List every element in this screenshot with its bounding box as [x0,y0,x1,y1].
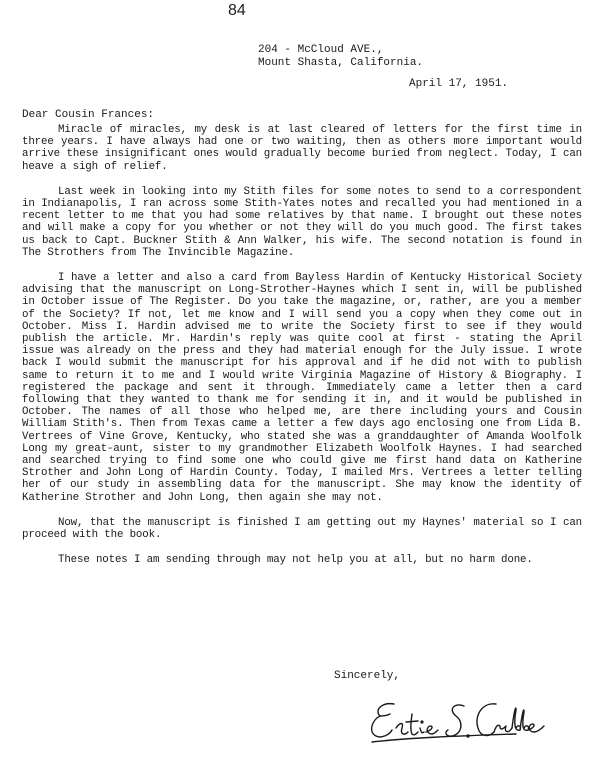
salutation: Dear Cousin Frances: [22,109,155,121]
letter-date: April 17, 1951. [409,78,509,90]
signature-drawing [366,692,546,754]
address-line-1: 204 - McCloud AVE., [258,44,384,56]
address-line-2: Mount Shasta, California. [258,57,424,69]
paragraph-4: Now, that the manuscript is finished I am getting out my Haynes' material so I can proceed with the book. [22,516,582,542]
return-address [258,44,423,70]
paragraph-3: I have a letter and also a card from Bayless Hardin of Kentucky Historical Society advising that the manuscript on Long-Strother-Haynes which I sent in, will be published in October issue of The Register. Do you take the magazine, or, rather, are you a member of the Society? If not, let me know and I will send you a copy when they come out in October. Miss I. Hardin advised me to write the Society first to see if they would publish the article. Mr. Hardin's reply was quite cool at first - stating the April issue was already on the press and they had material enough for the July issue. I wrote back I would submit the manuscript for his approval and if he did not with to publish same to return it to me and I would write Virginia Magazine of History & Biography. I registered the package and sent it through. Immediately came a letter then a card following that they wanted to thank me for sending it in, and it would be published in October. The names of all those who helped me, are there including yours and Cousin William Stith's. Then from Texas came a letter a few days ago enclosing one from Lida B. Vertrees of Vine Grove, Kentucky, who stated she was a granddaughter of Amanda Woolfolk Long my great-aunt, sister to my grandmother Elizabeth Woolfolk Haynes. I had searched and searched trying to find some one who could give me first hand data on Katherine Strother and John Long of Hardin County. Today, I mailed Mrs. Vertrees a letter telling her of our study in assembling data for the manuscript. She may know the identity of Katherine Strother and John Long, then again she may not. [22,272,582,504]
handwritten-signature [366,692,546,759]
letter-body [22,124,582,580]
paragraph-2: Last week in looking into my Stith files for some notes to send to a correspondent in Indianapolis, I ran across some Stith-Yates notes and recalled you had mentioned in a recent letter to me that you had some relatives by that name. I brought out these notes and will make a copy for you whether or not they will do you much good. The first takes us back to Capt. Buckner Stith & Ann Walker, his wife. The second notation is found in The Strothers from The Invincible Magazine. [22,185,582,259]
paragraph-1: Miracle of miracles, my desk is at last cleared of letters for the first time in three years. I have always had one or two waiting, then as others more important would arrive these insignificant ones would gradually become buried from neglect. Today, I can heave a sigh of relief. [22,124,582,173]
closing: Sincerely, [334,670,401,682]
paragraph-5: These notes I am sending through may not help you at all, but no harm done. [58,554,533,567]
page-number: 84 [228,2,246,19]
